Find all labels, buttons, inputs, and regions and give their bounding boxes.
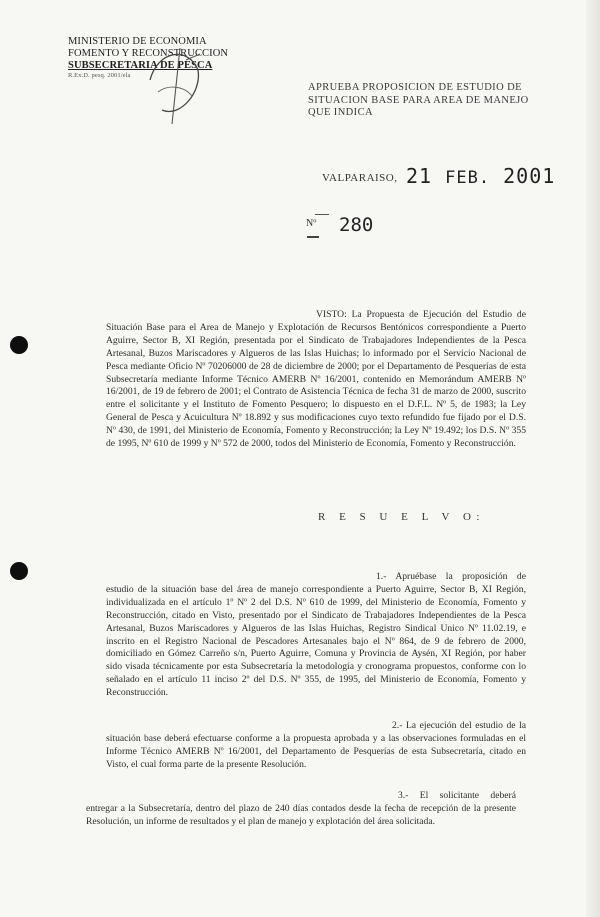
page-edge-shadow bbox=[586, 0, 600, 917]
punch-hole bbox=[10, 562, 28, 580]
subsecretaria-name: SUBSECRETARIA DE PESCA bbox=[68, 60, 213, 71]
resuelvo-heading: R E S U E L V O: bbox=[318, 511, 485, 523]
date-stamp bbox=[406, 164, 555, 188]
resolution-subject: APRUEBA PROPOSICION DE ESTUDIO DE SITUACION BASE PARA AREA DE MANEJO QUE INDICA bbox=[308, 82, 529, 118]
resolution-article-2: 2.- La ejecución del estudio de la situación base deberá efectuarse conforme a la propuesta aprobada y a las observaciones formuladas en el Informe Técnico AMERB Nº 16/2001, del Departamento de Pesquerías de esta Subsecretaría, citado en Visto, el cual forma parte de la presente Resolución. bbox=[106, 720, 526, 770]
number-dash-mark bbox=[307, 236, 319, 238]
ministry-name: MINISTERIO DE ECONOMIA bbox=[68, 36, 207, 47]
visto-paragraph: VISTO: La Propuesta de Ejecución del Estudio de Situación Base para el Area de Manejo y Explotación de Recursos Bentónicos correspondiente a Puerto Aguirre, Sector B, XI Región, presentada por el Sindicato de Trabajadores Independientes de la Pesca Artesanal, Buzos Mariscadores y Algueros de las Islas Huichas; lo informado por el Servicio Nacional de Pesca mediante Oficio Nº 70206000 de 28 de diciembre de 2000; por el Departamento de Pesquerías de esta Subsecretaría mediante Informe Técnico AMERB Nº 16/2001, contenido en Memorándum AMERB Nº 16/2001, de 19 de febrero de 2001; el Contrato de Asistencia Técnica de fecha 31 de marzo de 2000, suscrito entre el solicitante y el Instituto de Fomento Pesquero; lo dispuesto en el D.F.L. Nº 5, de 1983; la Ley General de Pesca y Acuicultura Nº 18.892 y sus modificaciones cuyo texto refundido fue fijado por el D.S. Nº 430, de 1991, del Ministerio de Economía, Fomento y Reconstrucción; la Ley Nº 19.492; los D.S. Nº 355 de 1995, Nº 610 de 1999 y Nº 572 de 2000, todos del Ministerio de Economía, Fomento y Reconstrucción. bbox=[106, 309, 526, 450]
date-year: 2001 bbox=[503, 164, 556, 188]
date-place: VALPARAISO, bbox=[322, 172, 398, 184]
signature-seal-mark bbox=[140, 40, 206, 126]
date-month: FEB. bbox=[445, 168, 491, 188]
date-day: 21 bbox=[406, 164, 433, 188]
punch-hole bbox=[10, 336, 28, 354]
reference-code: R.Ex.D. pesq. 2001/ela bbox=[68, 72, 131, 79]
resolution-article-3: 3.- El solicitante deberá entregar a la Subsecretaría, dentro del plazo de 240 días contados desde la fecha de recepción de la presente Resolución, un informe de resultados y el plan de manejo y explotación del área solicitada. bbox=[86, 790, 516, 827]
resolution-number: 280 bbox=[339, 214, 374, 236]
ministry-name-line2: FOMENTO Y RECONSTRUCCION bbox=[68, 48, 229, 59]
resolution-article-1: 1.- Apruébase la proposición de estudio de la situación base del área de manejo correspondiente a Puerto Aguirre, Sector B, XI Región, individualizada en el artículo 1º Nº 2 del D.S. Nº 610 de 1999, del Ministerio de Economía, Fomento y Reconstrucción, citado en Visto, presentado por el Sindicato de Trabajadores Independientes de la Pesca Artesanal, Buzos Mariscadores y Algueros de las Islas Huichas, Registro Sindical Unico Nº 11.02.19, e inscrito en el Registro Nacional de Pescadores Artesanales bajo el Nº 864, de 9 de febrero de 2000, domiciliado en Gómez Carreño s/n, Puerto Aguirre, Comuna y Provincia de Aysén, XI Región, por haber sido visada técnicamente por esta Subsecretaría la metodología y cronograma propuestos, conforme con lo señalado en el artículo 11 inciso 2º del D.S. Nº 355, de 1995, del Ministerio de Economía, Fomento y Reconstrucción. bbox=[106, 571, 526, 699]
number-prefix: Nº bbox=[306, 218, 317, 229]
number-dash-mark bbox=[315, 214, 329, 215]
